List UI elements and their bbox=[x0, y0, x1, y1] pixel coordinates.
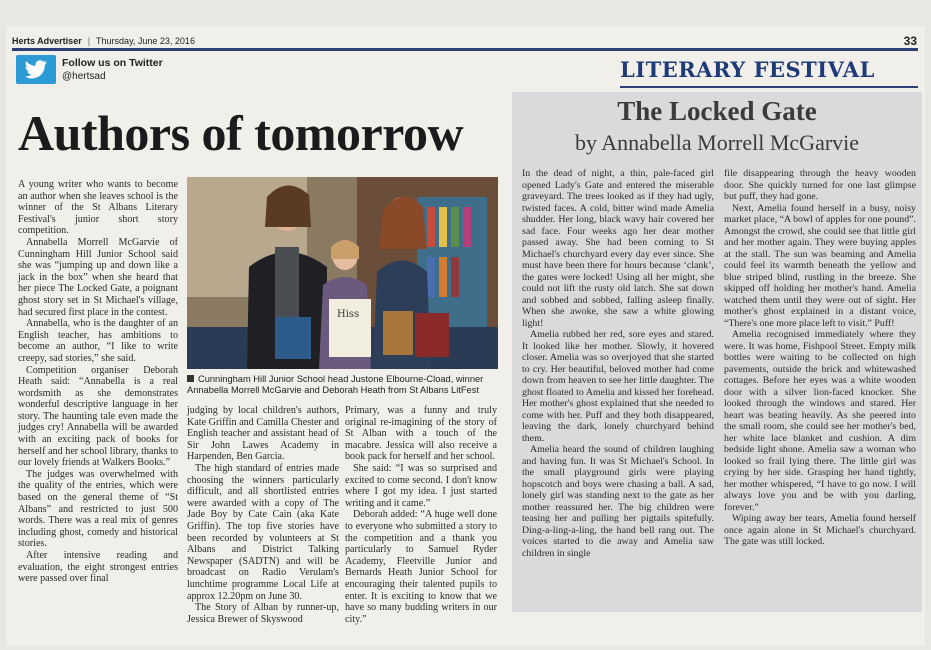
paragraph: The Story of Alban by runner-up, Jessica Brewer of Skyswood bbox=[187, 602, 339, 625]
twitter-label: Follow us on Twitter bbox=[62, 57, 163, 69]
paragraph: Primary, was a funny and truly original re-imagining of the story of St Alban with a touch of the macabre. Jessica will also receive a book pack for herself and her school. bbox=[345, 405, 497, 463]
paragraph: Deborah added: “A huge well done to everyone who submitted a story to the competition and a thank you particularly to Samuel Ryder Academy, Fleetville Junior and Bernards Heath Junior School for encouraging their talented pupils to enter. It is exciting to know that we have so many budding writers in our city.” bbox=[345, 509, 497, 625]
paragraph: Amelia recognised immediately where they were. It was home, Fishpool Street. Empty milk bottles were waiting to be collected on high pavements, outside the brick and whitewashed cottages. Before her eyes was a white wooden door with a silver lion-faced knocker. She looked through the windows and stared. Her heart was beating heavily. As she peered into the small room, she could see her mother's bed, her white lace blanket and cushion. A dim bedside light shone. Amelia saw a woman who looked so frail lying there. The little girl was crying by her side. Grasping her hand tightly, her mother whispered, “I have to go now. I will always love you and be with you darling, forever.” bbox=[724, 329, 916, 513]
winner-photo bbox=[187, 177, 498, 369]
paragraph: The judges was overwhelmed with the quality of the entries, which were based on the general theme of “St Albans” and restricted to just 500 words. There was a real mix of genres including ghost, comedy and historical stories. bbox=[18, 468, 178, 550]
photo-caption: Cunningham Hill Junior School head Justone Elbourne-Cload, winner Annabella Morrell McGarvie and Deborah Heath from St Albans LitFest bbox=[187, 374, 484, 396]
sidebar-column-2 bbox=[724, 168, 916, 548]
paragraph: Amelia rubbed her red, sore eyes and stared. It looked like her mother. Slowly, it hovered closer. Amelia was so overjoyed that she started to cry. Her beautiful, beloved mother had come down from heaven to see her little daughter. The ghost floated to Amelia and kissed her forehead. Her mother's ghost explained that she needed to come with her. Puff and they both disappeared, leaving the dark, lonely churchyard behind them. bbox=[522, 329, 714, 444]
paragraph: judging by local children's authors, Kate Griffin and Camilla Chester and English teacher and assistant head of Sir John Lawes Academy in Harpenden, Ben Garcia. bbox=[187, 405, 339, 463]
masthead: Herts Advertiser | Thursday, June 23, 2016 bbox=[12, 36, 195, 46]
story-column-1 bbox=[18, 179, 178, 585]
section-title: LITERARY FESTIVAL bbox=[620, 57, 875, 82]
issue-date: Thursday, June 23, 2016 bbox=[96, 36, 195, 46]
paragraph: After intensive reading and evaluation, the eight strongest entries were passed over final bbox=[18, 550, 178, 585]
paragraph: Amelia heard the sound of children laughing and having fun. It was St Michael's School. In the small playground girls were playing hopscotch and boys were chasing a ball. A sad, lonely girl was standing next to the gate as her mother reassured her. The big children were teasing her and pulling her pigtails spitefully. Ding-a-ling-a-ling, the hand bell rang out. The voices started to die away and Amelia saw children in single bbox=[522, 444, 714, 559]
paragraph: She said: “I was so surprised and excited to come second. I don't know where I got my idea. I just started writing and it came.” bbox=[345, 462, 497, 509]
masthead-rule bbox=[12, 48, 918, 51]
paragraph: In the dead of night, a thin, pale-faced girl opened Lady's Gate and entered the miserable graveyard. The trees looked as if they had ugly, twisted faces. A cold, bitter wind made Amelia shudder. Her long, black wavy hair covered her sad face. Four weeks ago her dear mother passed away. She had been coming to St Michael's churchyard every day ever since. She must have been there for hours because ‘clank’, the gates were locked! Using all her might, she could not lift the rusty old latch. She sat down and sobbed and sobbed, falling asleep finally. When she awoke, she saw a white glowing light! bbox=[522, 168, 714, 329]
paragraph-with-title: Annabella Morrell McGarvie of Cunningham Hill Junior School said she was “jumping up and down like a jack in the box” when she heard that her piece The Locked Gate, a poignant ghost story set in St Michael's village, had secured first place in the contest. bbox=[18, 236, 178, 318]
paragraph: Wiping away her tears, Amelia found herself once again alone in St Michael's churchyard. The gate was still locked. bbox=[724, 513, 916, 547]
twitter-handle: @hertsad bbox=[62, 71, 106, 82]
caption-bullet-icon bbox=[187, 375, 194, 382]
paragraph: Next, Amelia found herself in a busy, noisy market place, “A bowl of apples for one pound”. Amongst the crowd, she could see that little girl and her mother again. They were buying apples at the stall. The sun was beaming and Amelia could feel its warmth beneath the yellow and blue striped blind, rustling in the breeze. She skipped off holding her mother's hand. Amelia watched them until they were out of sight. Her mother's ghost explained in a distant voice, “There's one more place left to visit.” Puff! bbox=[724, 202, 916, 329]
paragraph: Competition organiser Deborah Heath said: “Annabella is a real wordsmith as she demonstrates wonderful descriptive language in her story. The haunting tale even made the judges cry! Annabella will be awarded with an exciting pack of books for herself and her school library, thanks to our lovely friends at Walkers Books.” bbox=[18, 364, 178, 469]
page-number: 33 bbox=[903, 34, 917, 48]
sidebar-title: The Locked Gate bbox=[617, 96, 817, 126]
twitter-bird-icon bbox=[16, 55, 56, 84]
book-title: Hiss bbox=[337, 309, 360, 320]
story-column-2 bbox=[187, 405, 339, 625]
paragraph: The high standard of entries made choosing the winners particularly difficult, and all shortlisted entries were awarded with a copy of The Jade Boy by Cate Cain (aka Kate Griffin). The top five stories have been recorded by volunteers at St Albans and District Talking Newspaper (SADTN) and will be broadcast on Radio Verulam's lunchtime programme Local Life at approx 12.20pm on June 30. bbox=[187, 462, 339, 602]
sidebar-byline: by Annabella Morrell McGarvie bbox=[574, 130, 860, 155]
sidebar-column-1 bbox=[522, 168, 714, 559]
story-column-3 bbox=[345, 405, 497, 625]
paragraph: Annabella, who is the daughter of an English teacher, has ambitions to become an author, “I like to write creepy, sad stories,” she said. bbox=[18, 318, 178, 364]
paper-name: Herts Advertiser bbox=[12, 36, 82, 46]
twitter-promo bbox=[62, 57, 163, 83]
section-rule bbox=[620, 86, 918, 88]
headline: Authors of tomorrow bbox=[18, 105, 464, 161]
paragraph: file disappearing through the heavy wooden door. She quickly turned for one last glimpse but puff, they had gone. bbox=[724, 168, 916, 202]
paragraph: A young writer who wants to become an author when she leaves school is the winner of the St Albans Literary Festival's junior short story competition. bbox=[18, 179, 178, 237]
